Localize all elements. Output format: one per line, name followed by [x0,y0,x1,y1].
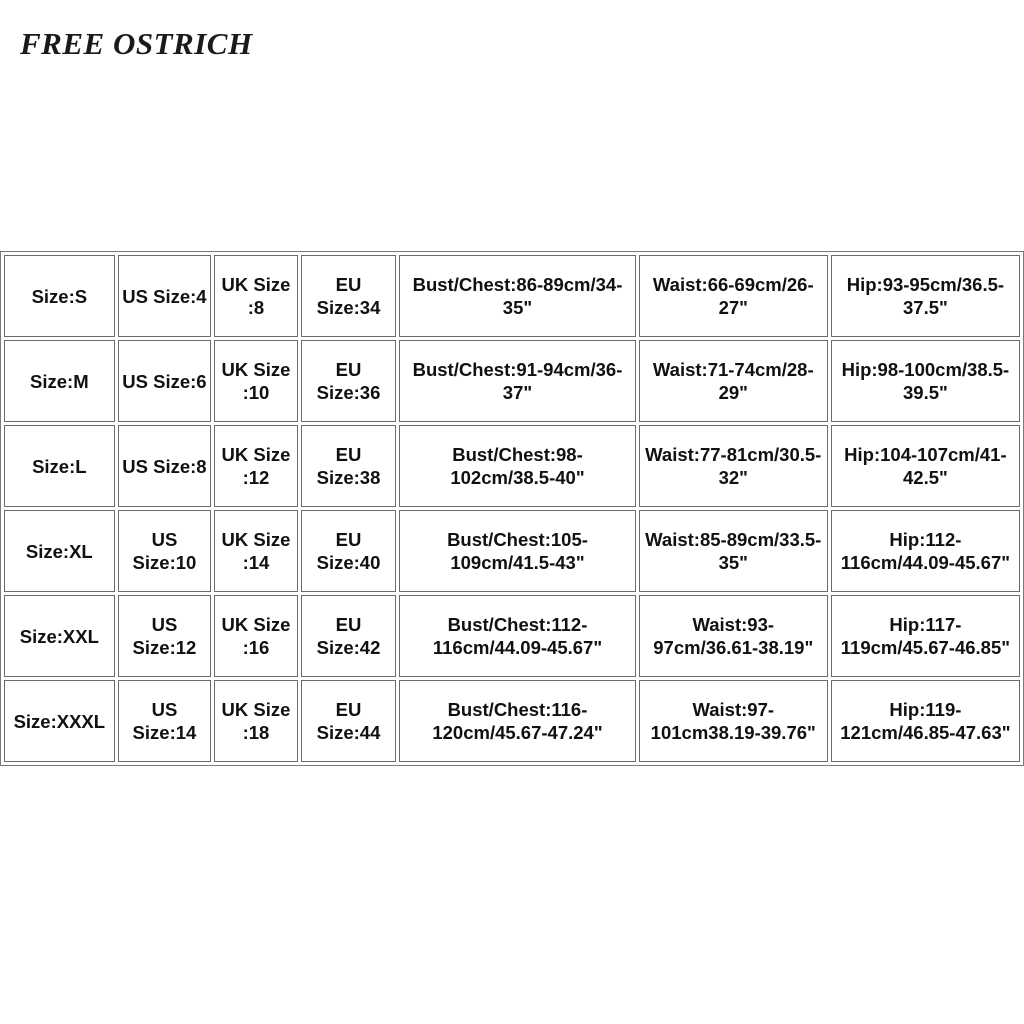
uk-size-cell: UK Size :14 [214,510,298,592]
waist-cell: Waist:77-81cm/30.5-32" [639,425,828,507]
bust-cell: Bust/Chest:116-120cm/45.67-47.24" [399,680,635,762]
us-size-cell: US Size:8 [118,425,212,507]
eu-size-cell: EU Size:34 [301,255,397,337]
bust-cell: Bust/Chest:98-102cm/38.5-40" [399,425,635,507]
size-cell: Size:L [4,425,115,507]
waist-cell: Waist:66-69cm/26-27" [639,255,828,337]
table-row [4,680,1020,762]
size-cell: Size:M [4,340,115,422]
bust-cell: Bust/Chest:86-89cm/34-35" [399,255,635,337]
hip-cell: Hip:93-95cm/36.5-37.5" [831,255,1020,337]
hip-cell: Hip:112-116cm/44.09-45.67" [831,510,1020,592]
waist-cell: Waist:93-97cm/36.61-38.19" [639,595,828,677]
size-cell: Size:XXL [4,595,115,677]
size-cell: Size:XXXL [4,680,115,762]
waist-cell: Waist:71-74cm/28-29" [639,340,828,422]
us-size-cell: US Size:12 [118,595,212,677]
bust-cell: Bust/Chest:91-94cm/36-37" [399,340,635,422]
bust-cell: Bust/Chest:112-116cm/44.09-45.67" [399,595,635,677]
uk-size-cell: UK Size :18 [214,680,298,762]
us-size-cell: US Size:4 [118,255,212,337]
table-row [4,340,1020,422]
uk-size-cell: UK Size :16 [214,595,298,677]
us-size-cell: US Size:6 [118,340,212,422]
us-size-cell: US Size:14 [118,680,212,762]
brand-logo: FREE OSTRICH [20,26,253,61]
uk-size-cell: UK Size :8 [214,255,298,337]
us-size-cell: US Size:10 [118,510,212,592]
bust-cell: Bust/Chest:105-109cm/41.5-43" [399,510,635,592]
hip-cell: Hip:119-121cm/46.85-47.63" [831,680,1020,762]
eu-size-cell: EU Size:38 [301,425,397,507]
size-cell: Size:XL [4,510,115,592]
waist-cell: Waist:97-101cm38.19-39.76" [639,680,828,762]
uk-size-cell: UK Size :10 [214,340,298,422]
hip-cell: Hip:117-119cm/45.67-46.85" [831,595,1020,677]
table-row [4,255,1020,337]
table-row [4,425,1020,507]
table-row [4,595,1020,677]
eu-size-cell: EU Size:44 [301,680,397,762]
waist-cell: Waist:85-89cm/33.5-35" [639,510,828,592]
size-cell: Size:S [4,255,115,337]
eu-size-cell: EU Size:36 [301,340,397,422]
eu-size-cell: EU Size:40 [301,510,397,592]
uk-size-cell: UK Size :12 [214,425,298,507]
table-row [4,510,1020,592]
size-chart-table [0,251,1024,766]
hip-cell: Hip:98-100cm/38.5-39.5" [831,340,1020,422]
hip-cell: Hip:104-107cm/41-42.5" [831,425,1020,507]
eu-size-cell: EU Size:42 [301,595,397,677]
